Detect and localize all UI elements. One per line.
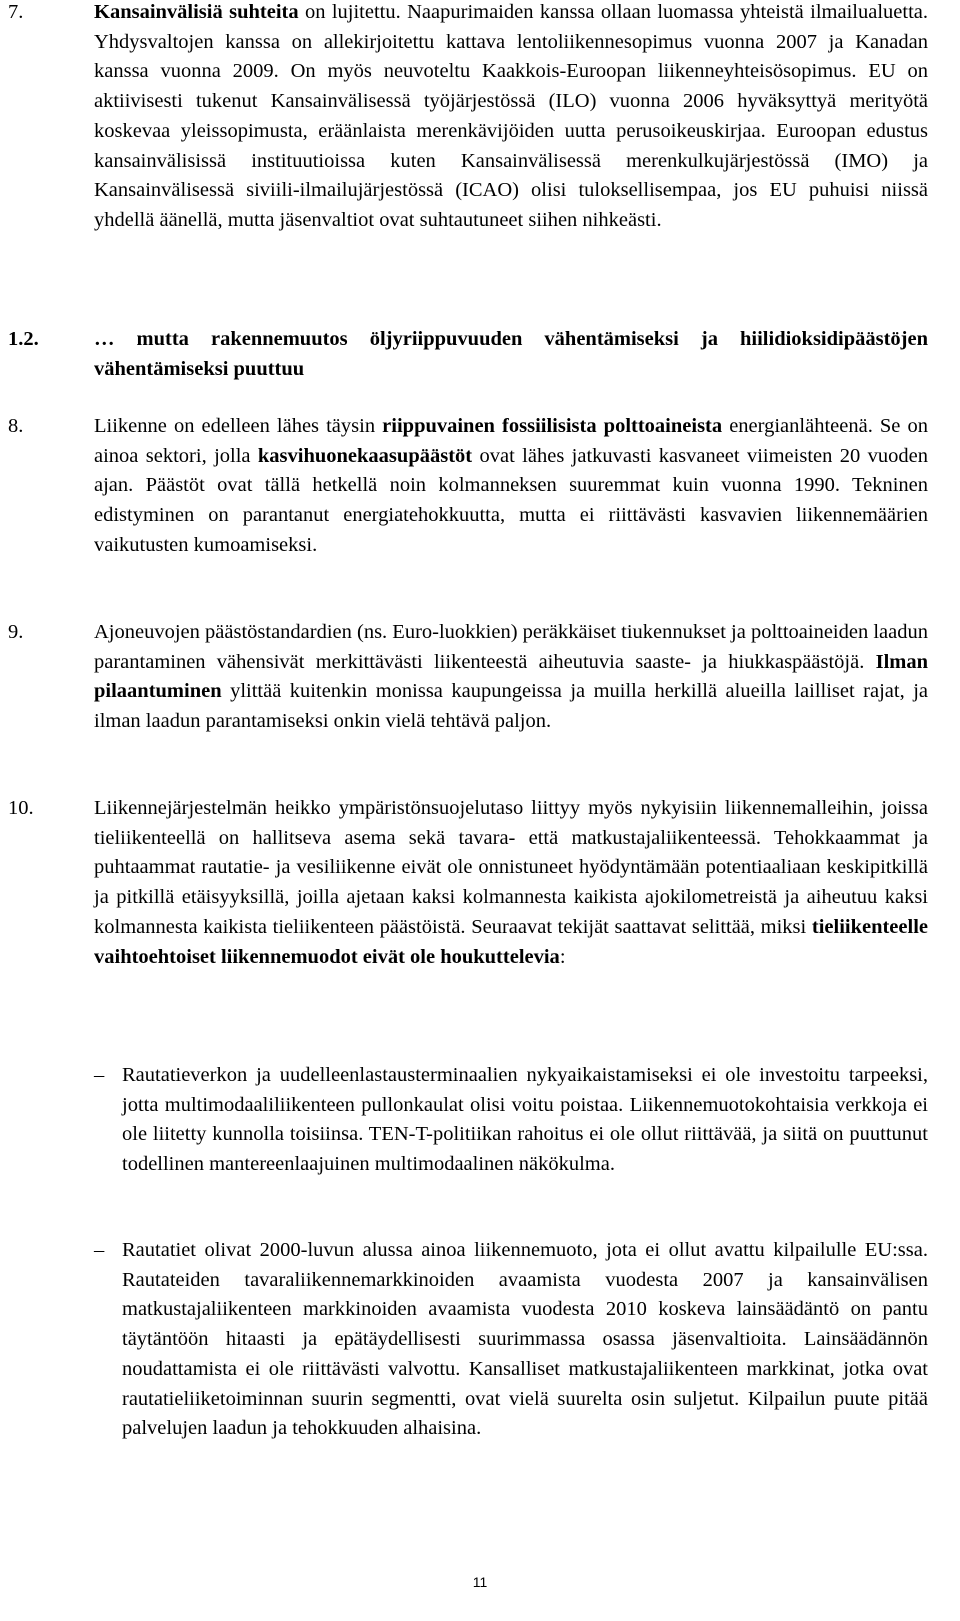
bullet-text: Rautatiet olivat 2000-luvun alussa ainoa liikennemuoto, jota ei ollut avattu kilpailulle EU:ssa. Rautateiden tavaraliikennemarkkinoiden avaamista vuodesta 2007 ja kansainvälisen matkustajaliikenteen markkinoiden avaamista vuodesta 2010 koskeva lainsäädäntö on pantu täytäntöön hitaasti ja epätäydellisesti suurimmassa osassa jäsenvaltioita. Lainsäädännön noudattamista ei ole riittävästi valvottu. Kansalliset matkustajaliikenteen markkinat, jotka ovat rautatieliiketoiminnan suurin segmentti, ovat vielä suurelta osin suljetut. Kilpailun puute pitää palvelujen laadun ja tehokkuuden alhaisina. (122, 1239, 928, 1440)
paragraph-text (94, 618, 928, 737)
bold-phrase: kasvihuonekaasupäästöt (257, 444, 473, 467)
bold-phrase: riippuvainen fossiilisista polttoaineista (382, 415, 723, 437)
dash-marker: – (94, 1064, 105, 1086)
text-run: ovat lähes jatkuvasti kasvaneet viimeisten 20 vuoden ajan. Päästöt ovat tällä hetkellä noin kolmanneksen suuremmat kuin vuonna 1990. Tekninen edistyminen on parantanut energiatehokkuutta, mutta ei riittävästi kasvavien liikennemäärien vaikutusten kumoamiseksi. (94, 444, 928, 556)
bold-phrase: Ilman pilaantuminen (94, 650, 928, 703)
bullet-text: Rautatieverkon ja uudelleenlastausterminaalien nykyaikaistamiseksi ei ole investoitu tarpeeksi, jotta multimodaaliliikenteen pullonkaulat olisi voitu poistaa. Liikennemuotokohtaisia verkkoja ei ole liitetty kunnolla toisiinsa. TEN-T-politiikan rahoitus ei ole ollut riittävää, ja siitä on puuttunut todellinen mantereenlaajuinen multimodaalinen näkökulma. (122, 1064, 928, 1176)
bold-phrase: Kansainvälisiä suhteita (94, 1, 299, 23)
page-number: 11 (472, 1574, 488, 1590)
text-run: : (559, 945, 566, 968)
paragraph-number: 10. (8, 797, 34, 819)
text-run: on lujitettu. Naapurimaiden kanssa ollaan luomassa yhteistä ilmailualuetta. Yhdysvaltojen kanssa on allekirjoitettu kattava lentoliikennesopimus vuonna 2007 ja Kanadan kanssa vuonna 2009. On myös neuvoteltu Kaakkois-Euroopan liikenneyhteisösopimus. EU on aktiivisesti tukenut Kansainvälisessä työjärjestössä (ILO) vuonna 2006 hyväksyttyä merityötä koskevaa yleissopimusta, eräänlaista merenkävijöiden uutta perusoikeuskirjaa. Euroopan edustus kansainvälisissä instituutioissa kuten Kansainvälisessä merenkulkujärjestössä (IMO) ja Kansainvälisessä siviili-ilmailujärjestössä (ICAO) olisi tuloksellisempaa, jos EU puhuisi niissä yhdellä äänellä, mutta jäsenvaltiot ovat suhtautuneet siihen nihkeästi. (94, 1, 928, 231)
text-run: energianlähteenä. Se on ainoa sektori, jolla (94, 415, 928, 467)
dash-marker: – (94, 1239, 105, 1261)
paragraph-text (94, 794, 928, 972)
section-heading-text: … mutta rakennemuutos öljyriippuvuuden vähentämiseksi ja hiilidioksidipäästöjen vähentämiseksi puuttuu (94, 328, 928, 380)
paragraph-text (94, 412, 928, 561)
paragraph-text (94, 0, 928, 236)
text-run: Liikenne on edelleen lähes täysin (94, 415, 383, 437)
text-run: Ajoneuvojen päästöstandardien (ns. Euro-luokkien) peräkkäiset tiukennukset ja polttoaineiden laadun parantaminen vähensivät merkittävästi liikenteestä aiheutuvia saaste- ja hiukkaspäästöjä. (94, 621, 928, 673)
paragraph-number: 7. (8, 1, 24, 23)
bold-phrase: tieliikenteelle vaihtoehtoiset liikennemuodot eivät ole houkuttelevia (94, 915, 928, 968)
paragraph-number: 8. (8, 415, 24, 437)
text-run: Liikennejärjestelmän heikko ympäristönsuojelutaso liittyy myös nykyisiin liikennemalleihin, joissa tieliikenteellä on hallitseva asema sekä tavara- että matkustajaliikenteessä. Tehokkaammat ja puhtaammat rautatie- ja vesiliikenne eivät ole onnistuneet hyödyntämään potentiaaliaan keskipitkillä ja pitkillä etäisyyksillä, joilla ajetaan kaksi kolmannesta kaikista ajokilometreistä ja aiheutuu kaksi kolmannesta kaikista tieliikenteen päästöistä. Seuraavat tekijät saattavat selittää, miksi (94, 797, 928, 938)
section-number: 1.2. (8, 328, 39, 350)
text-run: ylittää kuitenkin monissa kaupungeissa ja muilla herkillä alueilla lailliset rajat, ja ilman laadun parantamiseksi onkin vielä tehtävä paljon. (94, 680, 928, 733)
paragraph-number: 9. (8, 621, 24, 643)
